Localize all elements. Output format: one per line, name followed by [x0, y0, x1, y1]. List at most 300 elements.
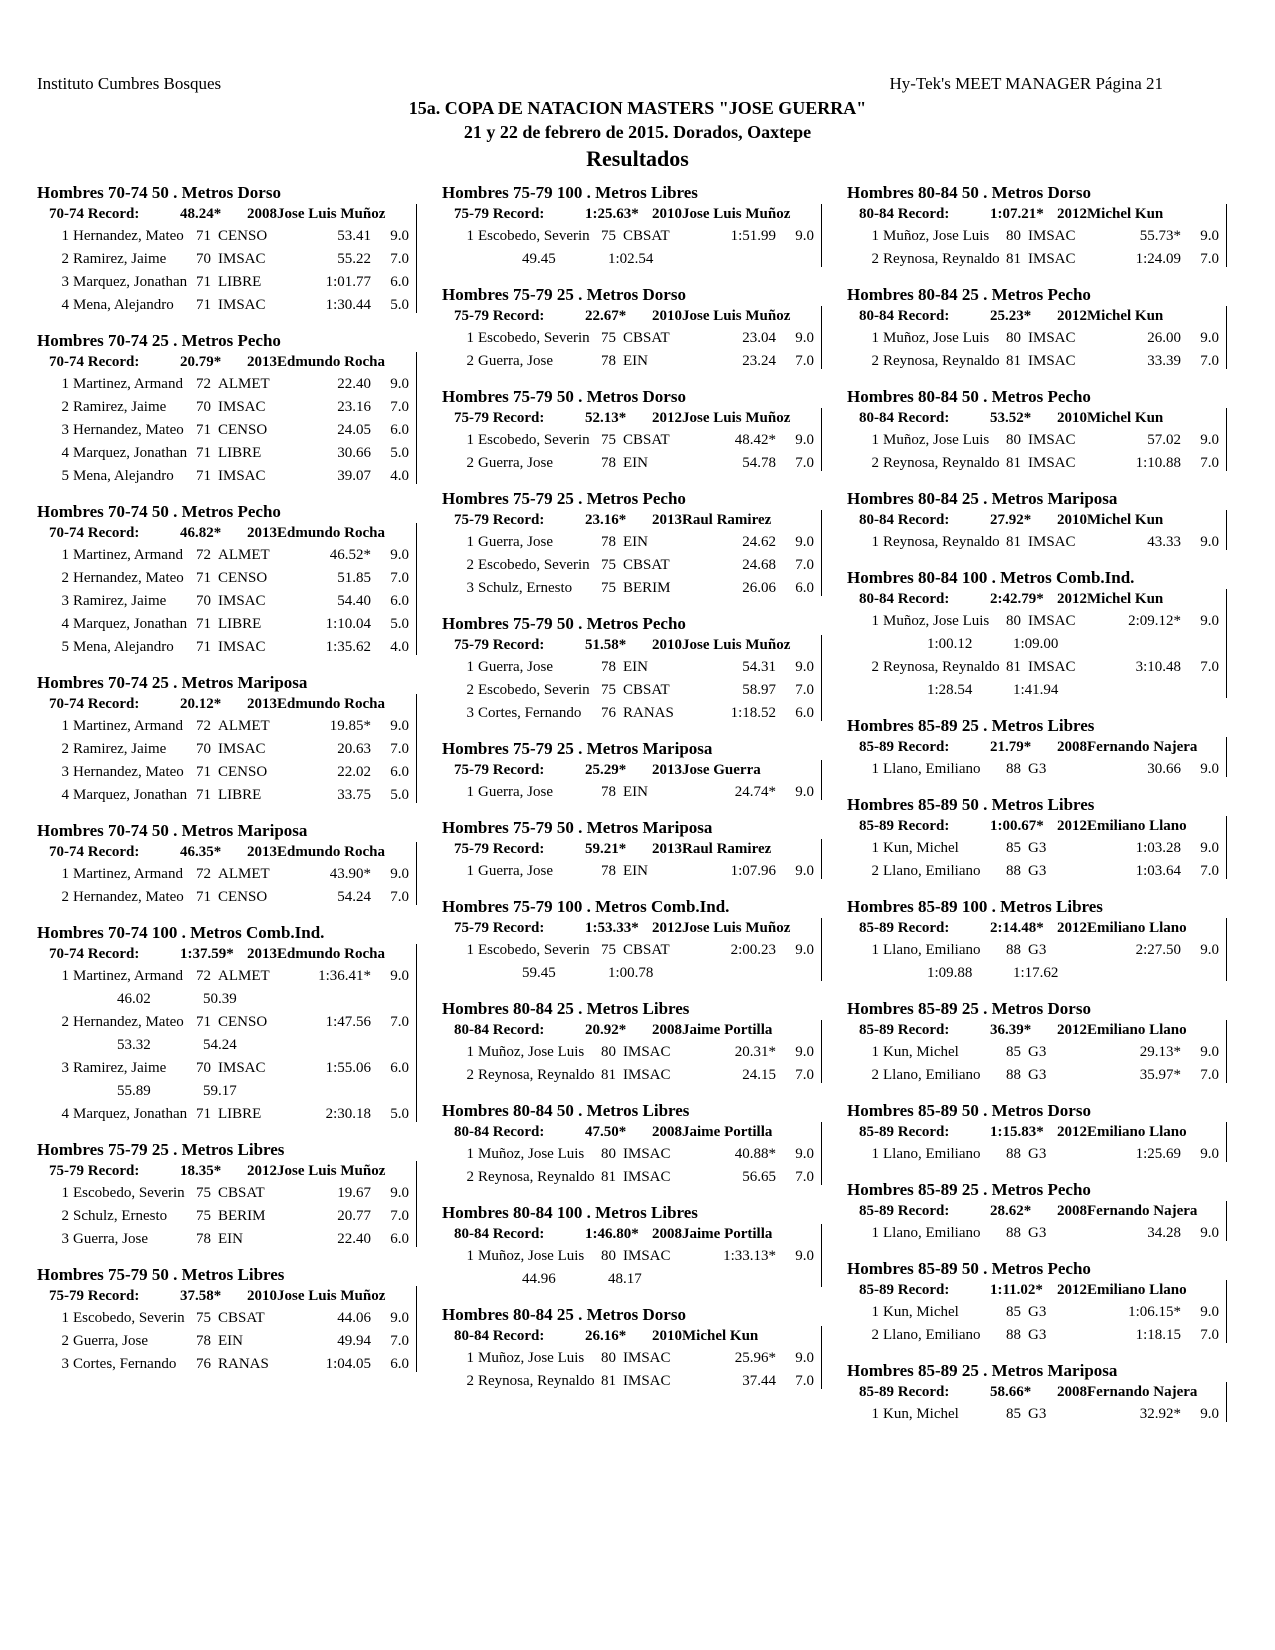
team: IMSAC — [623, 1248, 671, 1264]
result-row — [442, 1347, 814, 1370]
record-year: 2012 — [1057, 206, 1087, 222]
place: 1 — [61, 866, 69, 882]
result-row — [37, 1353, 409, 1376]
swimmer-name: Mena, Alejandro — [73, 639, 174, 655]
team: IMSAC — [218, 1060, 266, 1076]
record-year: 2012 — [1057, 818, 1087, 834]
swimmer-age: 81 — [601, 1373, 616, 1389]
event-block — [442, 613, 814, 725]
record-year: 2012 — [652, 920, 682, 936]
event-title: Hombres 70-74 50 . Metros Pecho — [37, 502, 281, 521]
result-row — [847, 860, 1219, 883]
result-row — [37, 419, 409, 442]
record-line — [37, 522, 409, 544]
event-block — [847, 896, 1219, 985]
record-line — [847, 1279, 1219, 1301]
result-row — [442, 1041, 814, 1064]
final-time: 1:07.96 — [730, 863, 776, 879]
result-row — [37, 294, 409, 317]
result-row — [442, 656, 814, 679]
points: 7.0 — [390, 399, 409, 415]
vertical-rule — [416, 1286, 417, 1372]
team: EIN — [623, 863, 648, 879]
final-time: 1:33.13* — [723, 1248, 776, 1264]
team: CBSAT — [218, 1310, 265, 1326]
swimmer-name: Guerra, Jose — [478, 353, 553, 369]
points: 9.0 — [1200, 432, 1219, 448]
vertical-rule — [1226, 306, 1227, 369]
event-block — [847, 567, 1219, 702]
record-label: 80-84 Record: — [859, 591, 950, 607]
event-title: Hombres 85-89 50 . Metros Libres — [847, 795, 1095, 814]
vertical-rule — [416, 944, 417, 1122]
final-time: 26.00 — [1147, 330, 1181, 346]
split-times — [37, 1034, 409, 1057]
meet-date-location: 21 y 22 de febrero de 2015. Dorados, Oaxtepe — [463, 122, 812, 142]
record-line — [847, 1121, 1219, 1143]
event-block — [847, 794, 1219, 883]
event-title: Hombres 85-89 25 . Metros Libres — [847, 716, 1095, 735]
record-holder: Edmundo Rocha — [277, 696, 385, 712]
points: 9.0 — [1200, 228, 1219, 244]
swimmer-age: 75 — [196, 1185, 211, 1201]
swimmer-age: 80 — [601, 1044, 616, 1060]
swimmer-name: Escobedo, Severin — [478, 228, 590, 244]
team: IMSAC — [218, 399, 266, 415]
split-time: 44.96 — [522, 1271, 556, 1287]
swimmer-name: Mena, Alejandro — [73, 297, 174, 313]
final-time: 43.90* — [329, 866, 371, 882]
record-line — [37, 351, 409, 373]
swimmer-name: Hernandez, Mateo — [73, 570, 184, 586]
swimmer-name: Escobedo, Severin — [478, 557, 590, 573]
result-row — [37, 1103, 409, 1126]
record-year: 2008 — [1057, 1203, 1087, 1219]
result-row — [847, 1301, 1219, 1324]
swimmer-age: 75 — [601, 557, 616, 573]
swimmer-name: Reynosa, Reynaldo — [883, 659, 1000, 675]
result-row — [37, 613, 409, 636]
swimmer-name: Kun, Michel — [883, 1406, 959, 1422]
team: EIN — [623, 534, 648, 550]
vertical-rule — [1226, 589, 1227, 698]
swimmer-age: 81 — [1006, 251, 1021, 267]
points: 6.0 — [390, 422, 409, 438]
record-time: 46.35* — [180, 844, 222, 860]
swimmer-age: 80 — [1006, 228, 1021, 244]
team: G3 — [1028, 840, 1047, 856]
team: IMSAC — [1028, 455, 1076, 471]
vertical-rule — [416, 694, 417, 803]
points: 6.0 — [390, 1231, 409, 1247]
place: 2 — [871, 455, 879, 471]
swimmer-name: Hernandez, Mateo — [73, 889, 184, 905]
event-title: Hombres 80-84 50 . Metros Libres — [442, 1101, 690, 1120]
result-row — [37, 886, 409, 909]
record-line — [847, 305, 1219, 327]
team: G3 — [1028, 1067, 1047, 1083]
final-time: 53.41 — [337, 228, 371, 244]
final-time: 25.96* — [734, 1350, 776, 1366]
final-time: 24.68 — [742, 557, 776, 573]
swimmer-age: 88 — [1006, 1146, 1021, 1162]
final-time: 29.13* — [1139, 1044, 1181, 1060]
team: IMSAC — [1028, 353, 1076, 369]
record-line — [847, 407, 1219, 429]
final-time: 1:01.77 — [325, 274, 371, 290]
swimmer-age: 70 — [196, 251, 211, 267]
event-title: Hombres 85-89 50 . Metros Dorso — [847, 1101, 1091, 1120]
team: IMSAC — [1028, 228, 1076, 244]
points: 7.0 — [1200, 1327, 1219, 1343]
vertical-rule — [416, 523, 417, 655]
record-label: 85-89 Record: — [859, 739, 950, 755]
record-label: 75-79 Record: — [454, 206, 545, 222]
event-title: Hombres 80-84 100 . Metros Libres — [442, 1203, 698, 1222]
vertical-rule — [821, 839, 822, 879]
swimmer-age: 81 — [1006, 455, 1021, 471]
event-block — [37, 1264, 409, 1376]
record-line — [847, 588, 1219, 610]
points: 9.0 — [390, 968, 409, 984]
swimmer-age: 76 — [601, 705, 616, 721]
record-line — [442, 1019, 814, 1041]
result-row — [442, 781, 814, 804]
record-line — [442, 1223, 814, 1245]
swimmer-age: 81 — [1006, 534, 1021, 550]
swimmer-age: 78 — [601, 534, 616, 550]
place: 1 — [871, 432, 879, 448]
record-holder: Michel Kun — [1087, 512, 1164, 528]
final-time: 23.24 — [742, 353, 776, 369]
swimmer-age: 80 — [1006, 330, 1021, 346]
swimmer-name: Llano, Emiliano — [883, 1225, 981, 1241]
team: IMSAC — [623, 1044, 671, 1060]
place: 1 — [871, 1225, 879, 1241]
team: IMSAC — [623, 1350, 671, 1366]
record-time: 20.92* — [585, 1022, 627, 1038]
event-title: Hombres 80-84 100 . Metros Comb.Ind. — [847, 568, 1135, 587]
result-row — [847, 248, 1219, 271]
final-time: 22.40 — [337, 1231, 371, 1247]
team: BERIM — [623, 580, 671, 596]
split-time: 59.45 — [522, 965, 556, 981]
split-time: 55.89 — [117, 1083, 151, 1099]
place: 2 — [61, 570, 69, 586]
swimmer-name: Kun, Michel — [883, 1044, 959, 1060]
record-year: 2013 — [247, 844, 277, 860]
record-line — [442, 203, 814, 225]
record-line — [442, 407, 814, 429]
team: IMSAC — [218, 468, 266, 484]
team: IMSAC — [1028, 613, 1076, 629]
record-holder: Jose Luis Muñoz — [682, 206, 791, 222]
record-line — [847, 815, 1219, 837]
team: IMSAC — [623, 1146, 671, 1162]
event-block — [37, 501, 409, 659]
event-title: Hombres 85-89 25 . Metros Dorso — [847, 999, 1091, 1018]
swimmer-age: 80 — [1006, 432, 1021, 448]
split-times — [37, 1080, 409, 1103]
record-label: 70-74 Record: — [49, 946, 140, 962]
team: LIBRE — [218, 445, 262, 461]
place: 2 — [871, 659, 879, 675]
team: IMSAC — [623, 1169, 671, 1185]
split-time: 1:09.00 — [1013, 636, 1059, 652]
record-time: 37.58* — [180, 1288, 222, 1304]
record-line — [442, 1325, 814, 1347]
final-time: 30.66 — [337, 445, 371, 461]
record-time: 25.23* — [990, 308, 1032, 324]
swimmer-age: 75 — [601, 580, 616, 596]
swimmer-name: Marquez, Jonathan — [73, 787, 188, 803]
team: EIN — [623, 784, 648, 800]
result-row — [442, 1064, 814, 1087]
swimmer-name: Muñoz, Jose Luis — [883, 228, 990, 244]
record-line — [442, 634, 814, 656]
record-line — [37, 841, 409, 863]
place: 4 — [61, 1106, 69, 1122]
points: 9.0 — [1200, 1225, 1219, 1241]
event-block — [442, 182, 814, 271]
record-holder: Raul Ramirez — [682, 841, 772, 857]
points: 9.0 — [390, 718, 409, 734]
final-time: 57.02 — [1147, 432, 1181, 448]
final-time: 1:06.15* — [1128, 1304, 1181, 1320]
record-label: 85-89 Record: — [859, 1384, 950, 1400]
swimmer-name: Hernandez, Mateo — [73, 1014, 184, 1030]
team: CBSAT — [623, 228, 670, 244]
team: CBSAT — [623, 942, 670, 958]
result-row — [847, 429, 1219, 452]
swimmer-age: 72 — [196, 968, 211, 984]
swimmer-name: Guerra, Jose — [73, 1333, 148, 1349]
place: 2 — [871, 1067, 879, 1083]
vertical-rule — [1226, 737, 1227, 777]
place: 5 — [61, 468, 69, 484]
points: 9.0 — [1200, 613, 1219, 629]
result-row — [847, 1143, 1219, 1166]
record-holder: Jose Luis Muñoz — [277, 206, 386, 222]
place: 1 — [466, 432, 474, 448]
points: 7.0 — [390, 1014, 409, 1030]
place: 2 — [466, 353, 474, 369]
place: 1 — [466, 659, 474, 675]
points: 7.0 — [1200, 251, 1219, 267]
swimmer-name: Guerra, Jose — [478, 534, 553, 550]
record-time: 18.35* — [180, 1163, 222, 1179]
points: 9.0 — [795, 1044, 814, 1060]
place: 2 — [871, 353, 879, 369]
swimmer-name: Llano, Emiliano — [883, 761, 981, 777]
team: G3 — [1028, 1406, 1047, 1422]
record-label: 80-84 Record: — [454, 1328, 545, 1344]
final-time: 24.15 — [742, 1067, 776, 1083]
place: 1 — [61, 228, 69, 244]
event-title: Hombres 75-79 50 . Metros Mariposa — [442, 818, 713, 837]
result-row — [847, 656, 1219, 679]
place: 5 — [61, 639, 69, 655]
final-time: 40.88* — [734, 1146, 776, 1162]
swimmer-age: 71 — [196, 297, 211, 313]
swimmer-name: Reynosa, Reynaldo — [883, 251, 1000, 267]
swimmer-age: 75 — [601, 942, 616, 958]
final-time: 51.85 — [337, 570, 371, 586]
event-block — [847, 284, 1219, 373]
event-title: Hombres 75-79 100 . Metros Libres — [442, 183, 698, 202]
final-time: 33.39 — [1147, 353, 1181, 369]
points: 7.0 — [795, 1067, 814, 1083]
team: EIN — [623, 455, 648, 471]
team: EIN — [218, 1333, 243, 1349]
place: 1 — [871, 1044, 879, 1060]
swimmer-name: Reynosa, Reynaldo — [478, 1373, 595, 1389]
final-time: 49.94 — [337, 1333, 371, 1349]
institution-name: Instituto Cumbres Bosques — [37, 74, 222, 93]
swimmer-name: Escobedo, Severin — [478, 330, 590, 346]
team: IMSAC — [1028, 534, 1076, 550]
points: 7.0 — [1200, 659, 1219, 675]
team: CBSAT — [623, 557, 670, 573]
event-block — [847, 715, 1219, 781]
swimmer-name: Reynosa, Reynaldo — [478, 1067, 595, 1083]
team: EIN — [623, 353, 648, 369]
swimmer-age: 71 — [196, 422, 211, 438]
final-time: 24.62 — [742, 534, 776, 550]
result-row — [442, 1166, 814, 1189]
event-block — [847, 1360, 1219, 1426]
vertical-rule — [416, 352, 417, 484]
vertical-rule — [821, 408, 822, 471]
record-year: 2013 — [247, 354, 277, 370]
split-time: 59.17 — [203, 1083, 237, 1099]
swimmer-age: 75 — [601, 330, 616, 346]
result-row — [37, 373, 409, 396]
final-time: 19.67 — [337, 1185, 371, 1201]
record-time: 27.92* — [990, 512, 1032, 528]
record-year: 2010 — [652, 206, 682, 222]
swimmer-name: Guerra, Jose — [478, 863, 553, 879]
event-block — [37, 182, 409, 317]
swimmer-age: 72 — [196, 866, 211, 882]
record-holder: Fernando Najera — [1087, 1203, 1198, 1219]
record-time: 1:53.33* — [585, 920, 639, 936]
split-time: 53.32 — [117, 1037, 151, 1053]
event-title: Hombres 70-74 100 . Metros Comb.Ind. — [37, 923, 325, 942]
record-holder: Michel Kun — [1087, 308, 1164, 324]
event-block — [37, 672, 409, 807]
record-line — [442, 759, 814, 781]
points: 9.0 — [1200, 942, 1219, 958]
final-time: 22.02 — [337, 764, 371, 780]
vertical-rule — [821, 306, 822, 369]
result-row — [847, 327, 1219, 350]
record-time: 51.58* — [585, 637, 627, 653]
vertical-rule — [1226, 1382, 1227, 1422]
team: IMSAC — [623, 1067, 671, 1083]
vertical-rule — [416, 842, 417, 905]
swimmer-name: Ramirez, Jaime — [73, 741, 167, 757]
team: G3 — [1028, 1146, 1047, 1162]
team: CENSO — [218, 764, 268, 780]
points: 6.0 — [795, 705, 814, 721]
swimmer-age: 70 — [196, 593, 211, 609]
swimmer-name: Martinez, Armand — [73, 547, 183, 563]
final-time: 3:10.48 — [1135, 659, 1181, 675]
team: LIBRE — [218, 1106, 262, 1122]
record-year: 2008 — [1057, 739, 1087, 755]
record-label: 80-84 Record: — [454, 1022, 545, 1038]
record-holder: Michel Kun — [682, 1328, 759, 1344]
record-holder: Emiliano Llano — [1087, 1022, 1187, 1038]
swimmer-age: 81 — [601, 1067, 616, 1083]
result-row — [37, 863, 409, 886]
team: CENSO — [218, 570, 268, 586]
swimmer-name: Marquez, Jonathan — [73, 445, 188, 461]
swimmer-name: Kun, Michel — [883, 840, 959, 856]
split-time: 48.17 — [608, 1271, 642, 1287]
split-time: 49.45 — [522, 251, 556, 267]
result-row — [442, 554, 814, 577]
team: IMSAC — [1028, 330, 1076, 346]
swimmer-name: Reynosa, Reynaldo — [883, 455, 1000, 471]
vertical-rule — [1226, 510, 1227, 550]
vertical-rule — [416, 204, 417, 313]
record-year: 2013 — [652, 512, 682, 528]
swimmer-name: Escobedo, Severin — [73, 1310, 185, 1326]
final-time: 1:24.09 — [1135, 251, 1181, 267]
points: 6.0 — [390, 764, 409, 780]
record-holder: Jose Luis Muñoz — [682, 637, 791, 653]
place: 4 — [61, 297, 69, 313]
event-block — [442, 488, 814, 600]
final-time: 1:03.64 — [1135, 863, 1181, 879]
points: 9.0 — [795, 534, 814, 550]
record-line — [442, 1121, 814, 1143]
record-holder: Edmundo Rocha — [277, 946, 385, 962]
record-line — [847, 917, 1219, 939]
swimmer-age: 88 — [1006, 1225, 1021, 1241]
swimmer-age: 75 — [601, 228, 616, 244]
swimmer-name: Llano, Emiliano — [883, 1327, 981, 1343]
record-year: 2012 — [247, 1163, 277, 1179]
place: 1 — [871, 613, 879, 629]
swimmer-age: 85 — [1006, 1044, 1021, 1060]
record-holder: Jaime Portilla — [682, 1226, 773, 1242]
place: 3 — [61, 274, 69, 290]
result-row — [37, 590, 409, 613]
event-title: Hombres 80-84 25 . Metros Dorso — [442, 1305, 686, 1324]
event-block — [847, 488, 1219, 554]
team: RANAS — [218, 1356, 269, 1372]
event-block — [442, 1304, 814, 1393]
result-row — [37, 1228, 409, 1251]
team: IMSAC — [218, 251, 266, 267]
swimmer-age: 71 — [196, 274, 211, 290]
event-title: Hombres 75-79 25 . Metros Libres — [37, 1140, 285, 1159]
record-year: 2008 — [652, 1022, 682, 1038]
team: G3 — [1028, 942, 1047, 958]
final-time: 2:30.18 — [325, 1106, 371, 1122]
result-row — [37, 1011, 409, 1034]
final-time: 2:09.12* — [1128, 613, 1181, 629]
swimmer-age: 88 — [1006, 1327, 1021, 1343]
record-label: 75-79 Record: — [454, 637, 545, 653]
vertical-rule — [1226, 1122, 1227, 1162]
record-time: 1:25.63* — [585, 206, 639, 222]
record-label: 70-74 Record: — [49, 844, 140, 860]
place: 2 — [466, 1067, 474, 1083]
